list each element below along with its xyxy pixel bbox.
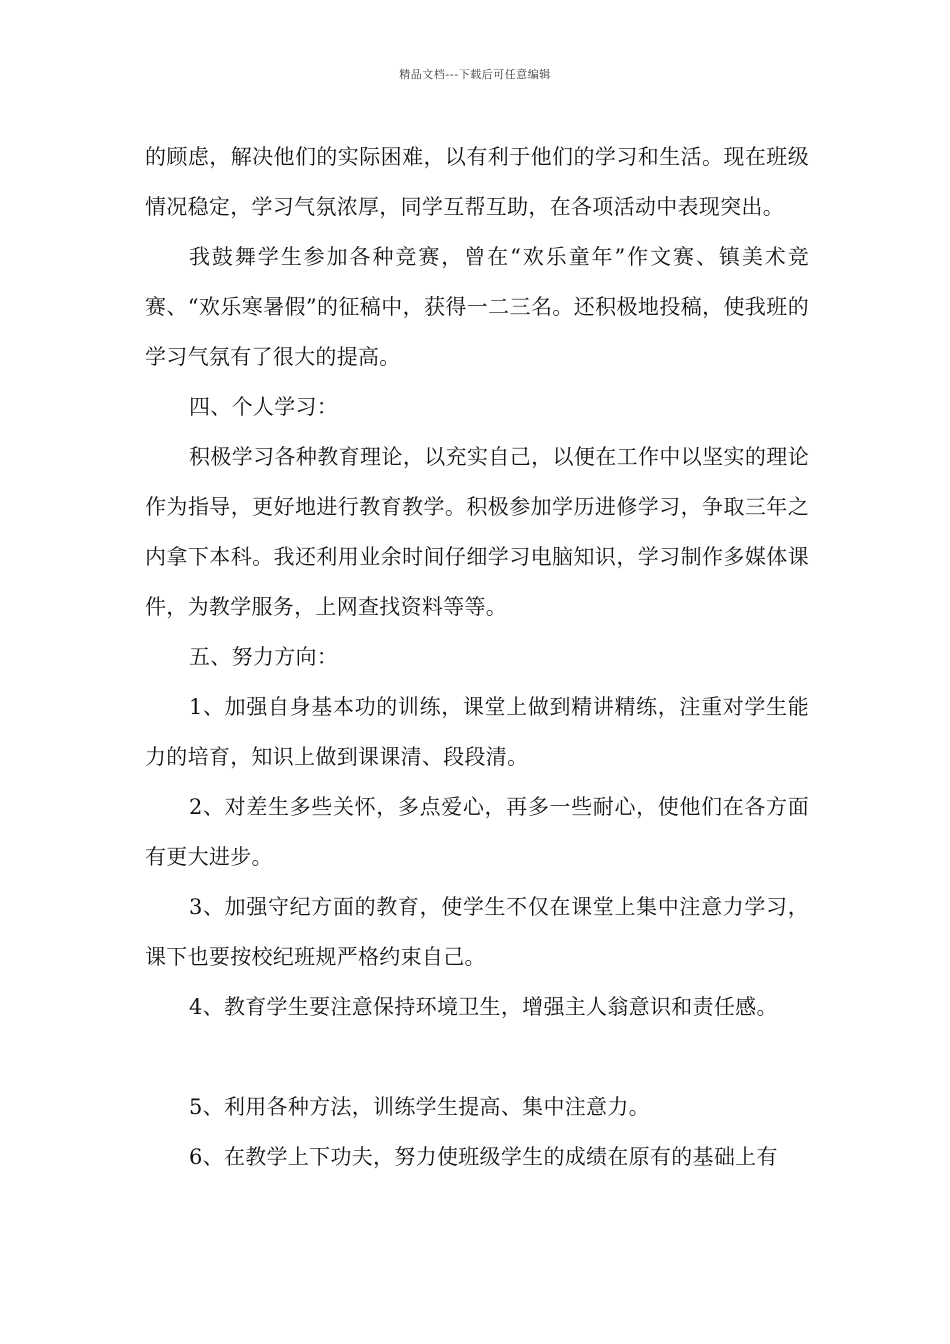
page-header: 精品文档---下载后可任意编辑	[399, 68, 551, 81]
section-heading-personal-study: 四、个人学习：	[189, 395, 339, 419]
blank-line	[145, 1032, 809, 1082]
paragraph-personal-study: 积极学习各种教育理论，以充实自己，以便在工作中以坚实的理论作为指导，更好地进行教育教学。积极参加学历进修学习，争取三年之内拿下本科。我还利用业余时间仔细学习电脑知识，学习制作多媒体课件，为教学服务，上网查找资料等等。	[145, 445, 809, 619]
list-item-2: 2、对差生多些关怀，多点爱心，再多一些耐心，使他们在各方面有更大进步。	[145, 795, 809, 869]
list-item-6: 6、在教学上下功夫，努力使班级学生的成绩在原有的基础上有	[189, 1145, 778, 1169]
document-body	[145, 132, 809, 1182]
paragraph-continuation: 的顾虑，解决他们的实际困难，以有利于他们的学习和生活。现在班级情况稳定，学习气氛浓厚，同学互帮互助，在各项活动中表现突出。	[145, 145, 809, 219]
list-item-1: 1、加强自身基本功的训练，课堂上做到精讲精练，注重对学生能力的培育，知识上做到课课清、段段清。	[145, 695, 809, 769]
list-item-4: 4、教育学生要注意保持环境卫生，增强主人翁意识和责任感。	[189, 995, 778, 1019]
section-heading-direction: 五、努力方向：	[189, 645, 339, 669]
paragraph-competitions: 我鼓舞学生参加各种竞赛，曾在“欢乐童年”作文赛、镇美术竞赛、“欢乐寒暑假”的征稿中，获得一二三名。还积极地投稿，使我班的学习气氛有了很大的提高。	[145, 245, 809, 369]
list-item-5: 5、利用各种方法，训练学生提高、集中注意力。	[189, 1095, 650, 1119]
list-item-3: 3、加强守纪方面的教育，使学生不仅在课堂上集中注意力学习，课下也要按校纪班规严格约束自己。	[145, 895, 809, 969]
